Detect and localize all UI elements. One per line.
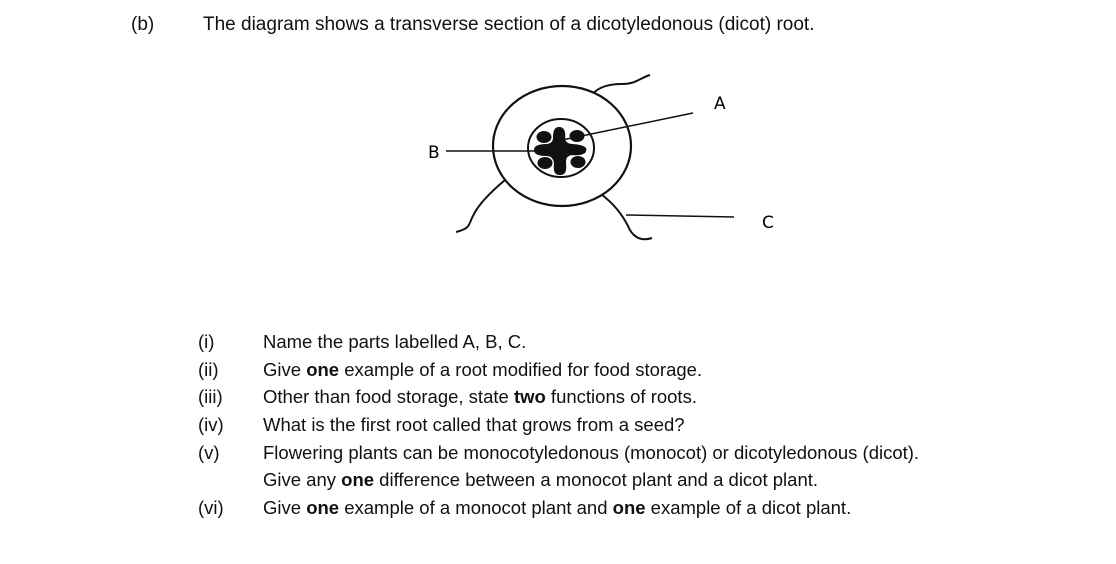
question-text: Flowering plants can be monocotyledonous (monocot) or dicotyledonous (dicot). (263, 442, 920, 463)
question-text-continued: Give any one difference between a monocot plant and a dicot plant. (263, 469, 819, 490)
question-intro: The diagram shows a transverse section of a dicotyledonous (dicot) root. (203, 14, 815, 35)
question-text: Give one example of a monocot plant and one example of a dicot plant. (263, 497, 852, 518)
question-text: Other than food storage, state two functions of roots. (263, 386, 697, 407)
question-number: (iii) (198, 386, 223, 407)
phloem-3 (538, 157, 553, 169)
phloem-1 (537, 131, 552, 143)
question-text: What is the first root called that grows from a seed? (263, 414, 685, 435)
question-number: (vi) (198, 497, 224, 518)
label-line-c (626, 215, 734, 217)
label-a: A (714, 94, 726, 114)
part-label: (b) (131, 14, 155, 35)
question-number: (ii) (198, 359, 219, 380)
label-c: C (762, 213, 774, 233)
root-hair-left (456, 180, 505, 232)
question-text: Give one example of a root modified for food storage. (263, 359, 703, 380)
label-b: B (428, 143, 440, 163)
phloem-4 (571, 156, 586, 168)
question-number: (i) (198, 331, 215, 352)
question-number: (iv) (198, 414, 224, 435)
question-text: Name the parts labelled A, B, C. (263, 331, 527, 352)
question-number: (v) (198, 442, 220, 463)
root-hair-right (601, 194, 652, 239)
